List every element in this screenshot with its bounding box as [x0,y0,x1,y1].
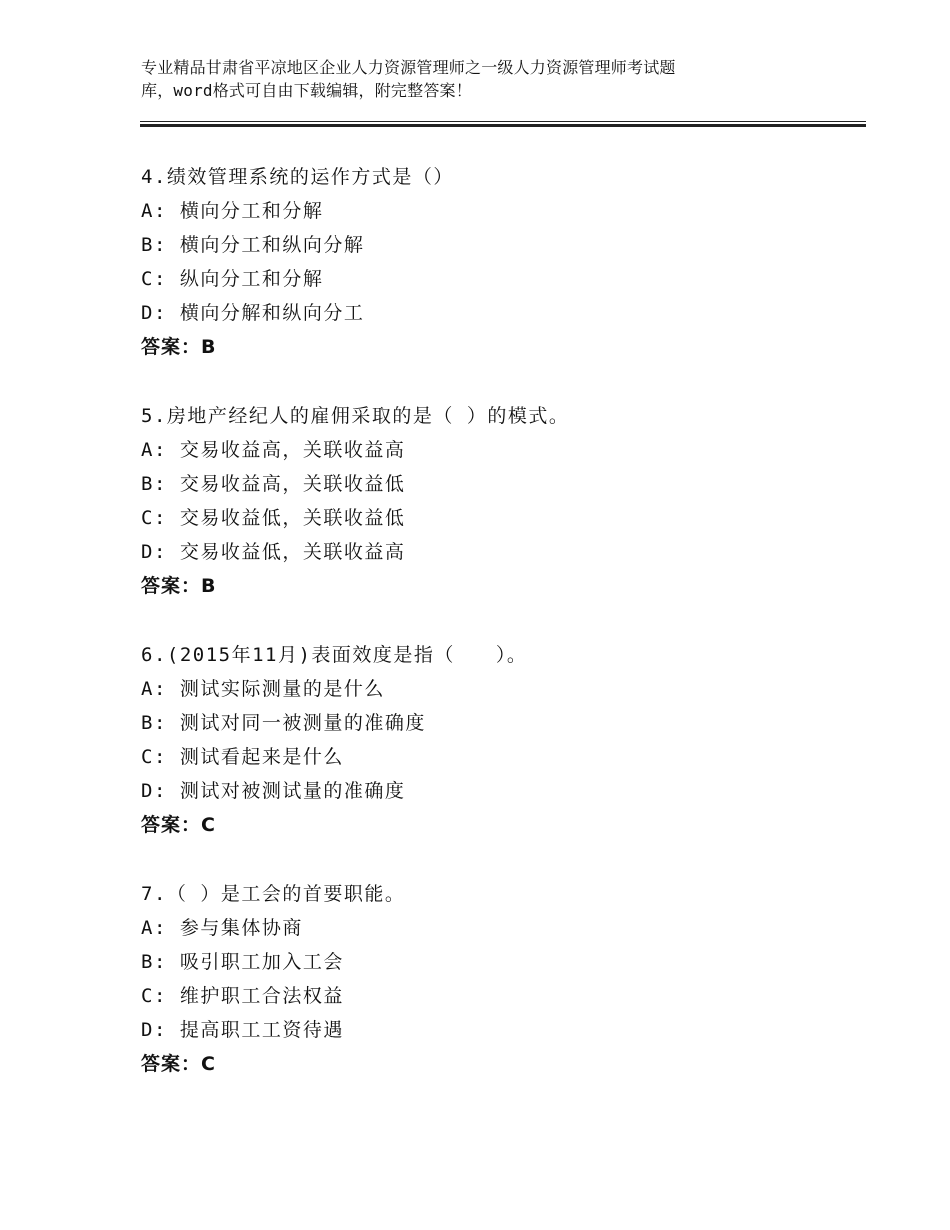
option-d: D: 交易收益低，关联收益高 [141,541,406,563]
option-a: A: 横向分工和分解 [141,200,324,222]
answer: 答案：B [141,575,217,597]
document-header [141,56,841,102]
question-text: 6.(2015年11月)表面效度是指（ ）。 [141,644,528,666]
header-line-2: 库，word格式可自由下载编辑，附完整答案！ [141,81,472,100]
header-divider-thin [140,121,866,122]
option-b: B: 横向分工和纵向分解 [141,234,365,256]
option-c: C: 测试看起来是什么 [141,746,344,768]
question-6 [141,638,881,842]
option-c: C: 维护职工合法权益 [141,985,344,1007]
option-b: B: 交易收益高，关联收益低 [141,473,406,495]
header-line-1: 专业精品甘肃省平凉地区企业人力资源管理师之一级人力资源管理师考试题 [141,58,676,77]
question-4 [141,160,881,364]
option-d: D: 提高职工工资待遇 [141,1019,344,1041]
answer: 答案：C [141,814,216,836]
option-b: B: 吸引职工加入工会 [141,951,344,973]
option-a: A: 交易收益高，关联收益高 [141,439,406,461]
header-divider-thick [140,124,866,127]
option-c: C: 纵向分工和分解 [141,268,324,290]
question-7 [141,877,881,1081]
option-b: B: 测试对同一被测量的准确度 [141,712,426,734]
answer: 答案：B [141,336,217,358]
question-text: 7.（ ）是工会的首要职能。 [141,883,406,905]
option-a: A: 测试实际测量的是什么 [141,678,385,700]
option-d: D: 测试对被测试量的准确度 [141,780,406,802]
option-a: A: 参与集体协商 [141,917,303,939]
option-c: C: 交易收益低，关联收益低 [141,507,406,529]
question-text: 4.绩效管理系统的运作方式是（） [141,166,454,188]
option-d: D: 横向分解和纵向分工 [141,302,365,324]
answer: 答案：C [141,1053,216,1075]
question-text: 5.房地产经纪人的雇佣采取的是（ ）的模式。 [141,405,570,427]
question-5 [141,399,881,603]
